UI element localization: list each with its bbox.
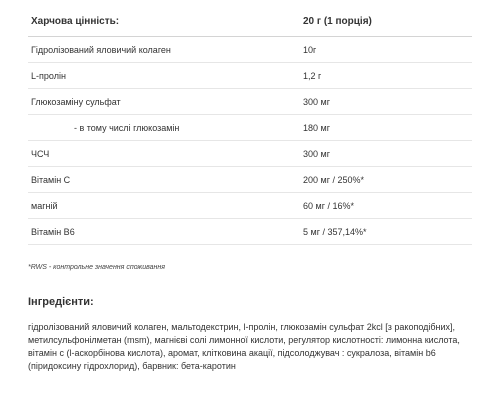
nutrition-table	[28, 6, 472, 245]
header-nutrition-label: Харчова цінність:	[28, 6, 300, 37]
nutrient-value: 1,2 г	[300, 63, 472, 89]
nutrient-name: Гідролізований яловичий колаген	[28, 37, 300, 63]
table-row	[28, 141, 472, 167]
ingredients-title: Інгредієнти:	[28, 296, 94, 308]
table-row	[28, 115, 472, 141]
nutrient-name: магній	[28, 193, 300, 219]
nutrient-value: 200 мг / 250%*	[300, 167, 472, 193]
table-row	[28, 167, 472, 193]
table-row	[28, 89, 472, 115]
nutrient-name: Глюкозаміну сульфат	[28, 89, 300, 115]
nutrient-value: 10г	[300, 37, 472, 63]
nutrient-value: 300 мг	[300, 89, 472, 115]
nutrient-value: 60 мг / 16%*	[300, 193, 472, 219]
ingredients-text: гідролізований яловичий колаген, мальтодекстрин, l-пролін, глюкозамін сульфат 2kcl [з ракоподібних], метилсульфонілметан (msm), магнієві солі лимонної кислоти, регулятор кислотності: лимонна кислота, вітамін с (l-аскорбінова кислота), аромат, клітковина акації, підсолоджувач : сукралоза, вітамін b6 (піридоксину гідрохлорид), барвник: бета-каротин	[28, 322, 460, 371]
nutrient-name: L-пролін	[28, 63, 300, 89]
rws-footnote: *RWS - контрольне значення споживання	[28, 264, 165, 271]
nutrient-value: 5 мг / 357,14%*	[300, 219, 472, 245]
table-row	[28, 63, 472, 89]
nutrient-name: Вітамін С	[28, 167, 300, 193]
table-row	[28, 37, 472, 63]
nutrient-name: Вітамін В6	[28, 219, 300, 245]
header-serving-label: 20 г (1 порція)	[300, 6, 472, 37]
table-row	[28, 219, 472, 245]
nutrient-name: - в тому числі глюкозамін	[28, 115, 300, 141]
nutrient-value: 300 мг	[300, 141, 472, 167]
nutrient-name: ЧСЧ	[28, 141, 300, 167]
table-header-row	[28, 6, 472, 37]
table-row	[28, 193, 472, 219]
nutrient-value: 180 мг	[300, 115, 472, 141]
